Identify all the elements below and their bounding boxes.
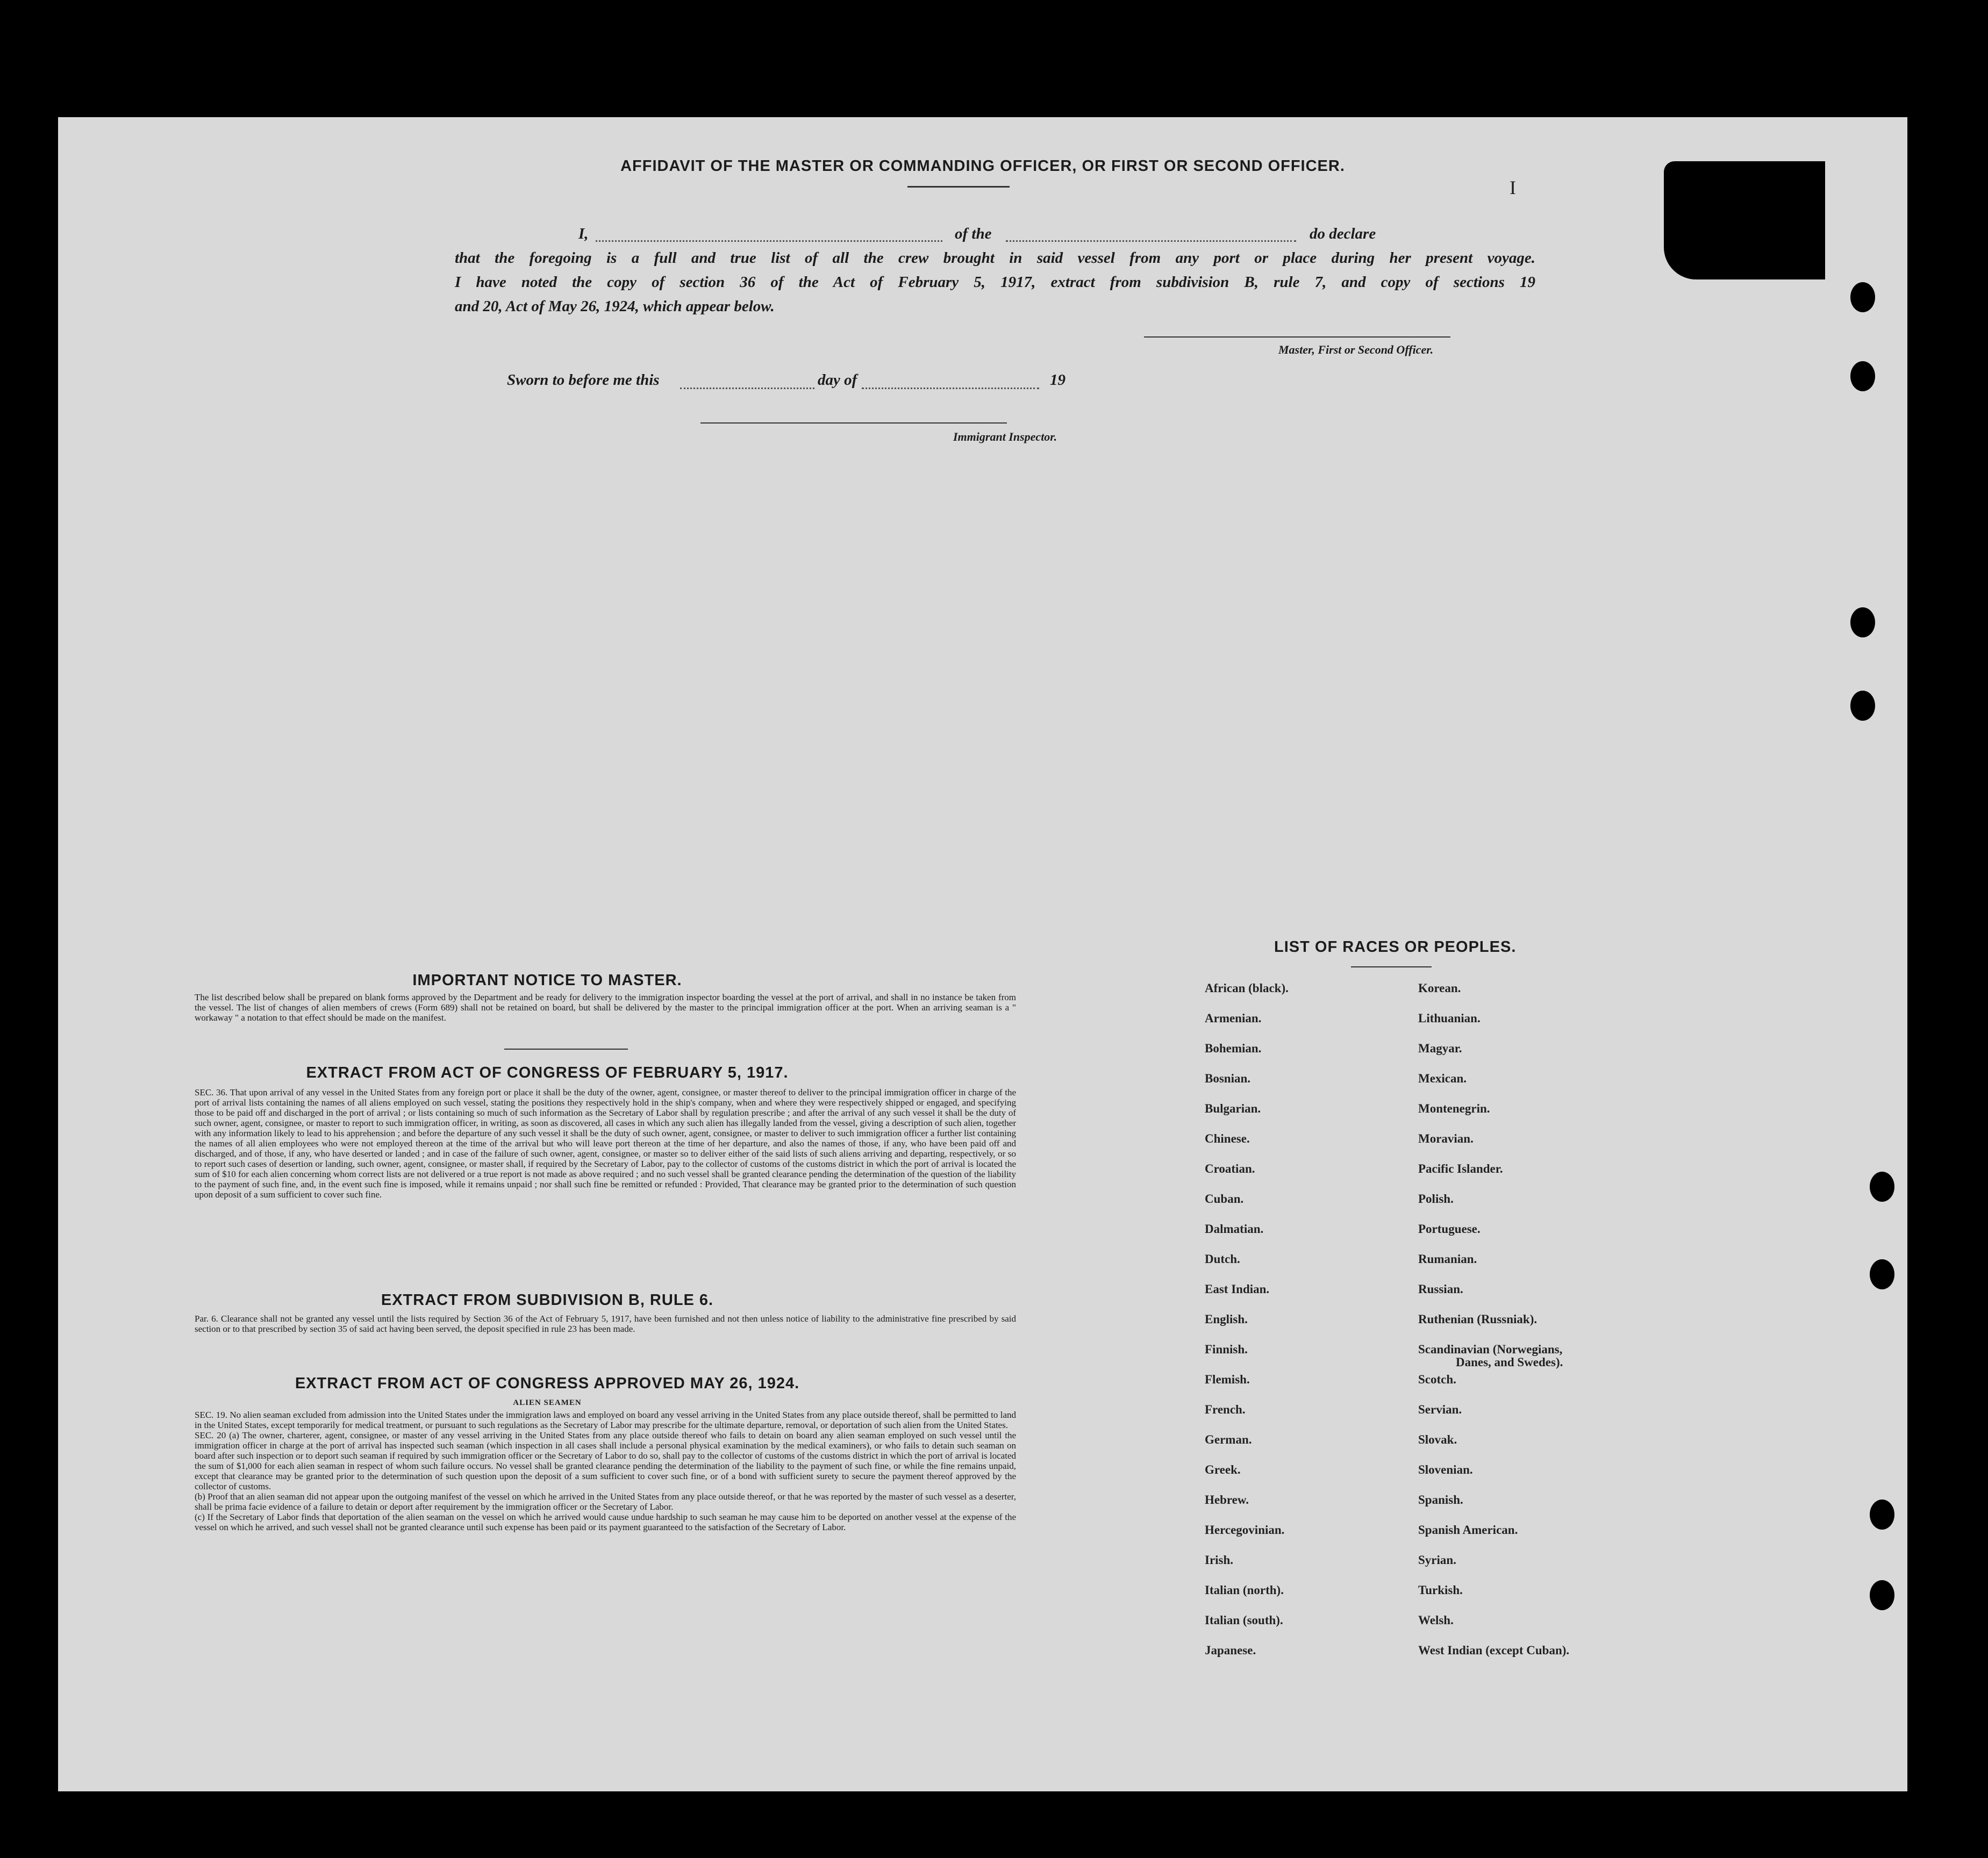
race-item: Servian. [1418,1403,1462,1416]
declaration-line [455,222,1535,246]
sworn-month-field[interactable] [862,388,1039,389]
punch-hole [1850,361,1875,391]
race-item: English. [1205,1312,1248,1326]
race-item: Irish. [1205,1553,1234,1567]
race-item: Magyar. [1418,1042,1462,1055]
punch-hole [1870,1500,1894,1530]
race-item: Turkish. [1418,1583,1463,1597]
race-item: Slovak. [1418,1433,1457,1446]
notice-divider [504,1049,628,1050]
race-item: Finnish. [1205,1343,1248,1356]
vessel-label: of the [955,225,992,242]
race-item: Bohemian. [1205,1042,1262,1055]
race-item: Hebrew. [1205,1493,1249,1507]
year-label: 19 [1050,371,1065,389]
race-item: Scandinavian (Norwegians, [1418,1343,1563,1356]
punch-hole [1870,1259,1894,1289]
race-item: Bosnian. [1205,1072,1251,1085]
master-signature-line[interactable] [1144,336,1450,338]
punch-hole [1870,1580,1894,1610]
declaration-line-2: that the foregoing is a full and true list of all the crew brought in said vessel from any port or place during her present voyage. [455,249,1535,267]
race-item: Dalmatian. [1205,1222,1264,1236]
sworn-label: Sworn to before me this [507,371,660,389]
declarant-name-field[interactable] [596,240,942,242]
subdivision-block [195,1314,1016,1334]
race-item: Flemish. [1205,1373,1250,1386]
section-20c-text: (c) If the Secretary of Labor finds that deportation of the alien seaman on the vessel on which he arrived would cause undue hardship to such seaman he may cause him to be deported on another vessel at the expense of the vessel on which he arrived, and such vessel shall not be granted clearance until such expense has been paid or its payment guaranteed to the satisfaction of the Secretary of Labor. [195,1512,1016,1532]
day-of-label: day of [818,371,857,389]
race-item: Croatian. [1205,1162,1255,1175]
race-item: Polish. [1418,1192,1454,1206]
race-item: Cuban. [1205,1192,1244,1206]
punch-hole [1870,1172,1894,1202]
notice-title: IMPORTANT NOTICE TO MASTER. [412,972,682,989]
race-item: East Indian. [1205,1282,1270,1296]
extract-1917-title: EXTRACT FROM ACT OF CONGRESS OF FEBRUARY 5, 1917. [306,1064,789,1081]
extract-1924-block [195,1410,1016,1532]
race-item-continuation: Danes, and Swedes). [1456,1355,1563,1369]
document-page [58,117,1907,1791]
race-item: Chinese. [1205,1132,1250,1145]
notice-text-block [195,992,1016,1023]
race-item: Montenegrin. [1418,1102,1490,1115]
affidavit-title: AFFIDAVIT OF THE MASTER OR COMMANDING OFFICER, OR FIRST OR SECOND OFFICER. [620,157,1345,175]
race-item: West Indian (except Cuban). [1418,1644,1570,1657]
races-title-underline [1351,966,1432,967]
notice-text: The list described below shall be prepared on blank forms approved by the Department and be ready for delivery to the immigration inspector boarding the vessel at the port of arrival, and shall in no instance be taken from the vessel. The list of changes of alien members of crews (Form 689) shall not be retained on board, but shall be delivered by the master to the principal immigration officer at the port. When an arriving seaman is a " workaway " a notation to that effect should be made on the manifest. [195,992,1016,1023]
title-underline [907,186,1010,188]
race-item: Korean. [1418,981,1461,995]
torn-corner [1664,161,1825,279]
race-item: Lithuanian. [1418,1012,1481,1025]
affidavit-body [455,222,1535,319]
punch-hole [1850,691,1875,721]
race-item: Spanish American. [1418,1523,1518,1537]
subdivision-title: EXTRACT FROM SUBDIVISION B, RULE 6. [381,1292,714,1309]
extract-1924-title: EXTRACT FROM ACT OF CONGRESS APPROVED MAY 26, 1924. [295,1375,800,1392]
vessel-name-field[interactable] [1006,240,1296,242]
race-item: Hercegovinian. [1205,1523,1285,1537]
race-item: Portuguese. [1418,1222,1481,1236]
section-19-text: SEC. 19. No alien seaman excluded from admission into the United States under the immigration laws and employed on board any vessel arriving in the United States from any place outside thereof, shall be permitted to land in the United States, except temporarily for medical treatment, or pursuant to such regulations as the Secretary of Labor may prescribe for the ultimate departure, removal, or deportation of such alien from the United States. [195,1410,1016,1430]
race-item: Spanish. [1418,1493,1463,1507]
section-20a-text: SEC. 20 (a) The owner, charterer, agent, consignee, or master of any vessel arriving in the United States from any place outside thereof who fails to detain on board any alien seaman employed on such vessel until the immigration officer in charge at the port of arrival has inspected such seaman (which inspection in all cases shall include a personal physical examination by the medical examiners), or who fails to detain such seaman on board after such inspection or to deport such seaman if required by such immigration officer or the Secretary of Labor to do so, shall pay to the collector of customs of the customs district in which the port of arrival is located the sum of $1,000 for each alien seaman in respect of whom such failure occurs. No vessel shall be granted clearance pending the determination of the liability to the payment of such fine, or while the fine remains unpaid, except that clearance may be granted prior to the determination of such question upon the deposit of a sum sufficient to cover such fine, or of a bond with sufficient surety to secure the payment thereof approved by the collector of customs. [195,1430,1016,1491]
race-item: Moravian. [1418,1132,1474,1145]
race-item: Greek. [1205,1463,1241,1476]
page-mark: I [1510,177,1516,198]
race-item: Scotch. [1418,1373,1456,1386]
punch-hole [1850,607,1875,637]
extract-1917-text: SEC. 36. That upon arrival of any vessel in the United States from any foreign port or place it shall be the duty of the owner, agent, consignee, or master thereof to deliver to the principal immigration officer in charge of the port of arrival lists containing the names of all aliens employed on such vessel, stating the positions they respectively hold in the ship's company, when and where they were respectively shipped or engaged, and specifying those to be paid off and discharged in the port of arrival ; or lists containing so much of such information as the Secretary of Labor shall by regulation prescribe ; and after the arrival of any such vessel it shall be the duty of such owner, agent, consignee, or master to report to such immigration officer, in writing, as soon as discovered, all cases in which any such alien has illegally landed from the vessel, giving a description of such alien, together with any information likely to lead to his apprehension ; and before the departure of any such vessel it shall be the duty of such owner, agent, consignee, or master to deliver to such immigration officer a further list containing the names of all alien employees who were not employed thereon at the time of the arrival but who will leave port thereon at the time of her departure, and also the names of those, if any, who have been paid off and discharged, and of those, if any, who have deserted or landed ; and in case of the failure of such owner, agent, consignee, or master so to deliver either of the said lists of such aliens arriving and departing, respectively, or so to report such cases of desertion or landing, such owner, agent, consignee, or master shall, if required by the Secretary of Labor, pay to the collector of customs of the customs district in which the port of arrival is located the sum of $10 for each alien concerning whom correct lists are not delivered or a true report is not made as above required ; and no such vessel shall be granted clearance pending the determination of the question of the liability to the payment of such fine, and, in the event such fine is imposed, while it remains unpaid ; nor shall such fine be remitted or refunded : Provided, That clearance may be granted prior to the determination of such question upon deposit of a sum sufficient to cover such fine. [195,1087,1016,1200]
inspector-signature-label: Immigrant Inspector. [953,430,1057,443]
alien-seamen-subtitle: ALIEN SEAMEN [513,1398,582,1407]
race-item: French. [1205,1403,1246,1416]
declaration-line-4: and 20, Act of May 26, 1924, which appear below. [455,298,775,315]
race-item: Pacific Islander. [1418,1162,1503,1175]
race-item: Russian. [1418,1282,1463,1296]
declarant-label: I, [578,225,589,242]
inspector-signature-line[interactable] [700,422,1007,424]
punch-hole [1850,282,1875,312]
race-item: Bulgarian. [1205,1102,1261,1115]
section-20b-text: (b) Proof that an alien seaman did not appear upon the outgoing manifest of the vessel on which he arrived in the United States from any place outside thereof, or that he was reported by the master of such vessel as a deserter, shall be prima facie evidence of a failure to detain or deport after requirement by the immigration officer or the Secretary of Labor. [195,1491,1016,1512]
race-item: Slovenian. [1418,1463,1473,1476]
extract-1917-block [195,1087,1016,1200]
race-item: Armenian. [1205,1012,1262,1025]
race-item: German. [1205,1433,1252,1446]
master-signature-label: Master, First or Second Officer. [1278,343,1434,356]
sworn-line [507,371,1152,393]
race-item: Japanese. [1205,1644,1256,1657]
subdivision-text: Par. 6. Clearance shall not be granted any vessel until the lists required by Section 36 of the Act of February 5, 1917, have been furnished and not then unless notice of liability to the administrative fine prescribed by said section or to that prescribed by section 35 of said act having been served, the deposit specified in rule 23 has been made. [195,1314,1016,1334]
race-item: Dutch. [1205,1252,1240,1266]
race-item: Syrian. [1418,1553,1456,1567]
race-item: Welsh. [1418,1613,1454,1627]
race-item: Rumanian. [1418,1252,1477,1266]
declaration-line-3: I have noted the copy of section 36 of the Act of February 5, 1917, extract from subdivision B, rule 7, and copy of sections 19 [455,274,1535,291]
declare-label: do declare [1310,225,1376,242]
sworn-day-field[interactable] [680,388,814,389]
race-item: Italian (south). [1205,1613,1283,1627]
race-item: Italian (north). [1205,1583,1284,1597]
race-item: African (black). [1205,981,1289,995]
race-item: Ruthenian (Russniak). [1418,1312,1538,1326]
race-item: Mexican. [1418,1072,1467,1085]
races-title: LIST OF RACES OR PEOPLES. [1274,938,1517,956]
